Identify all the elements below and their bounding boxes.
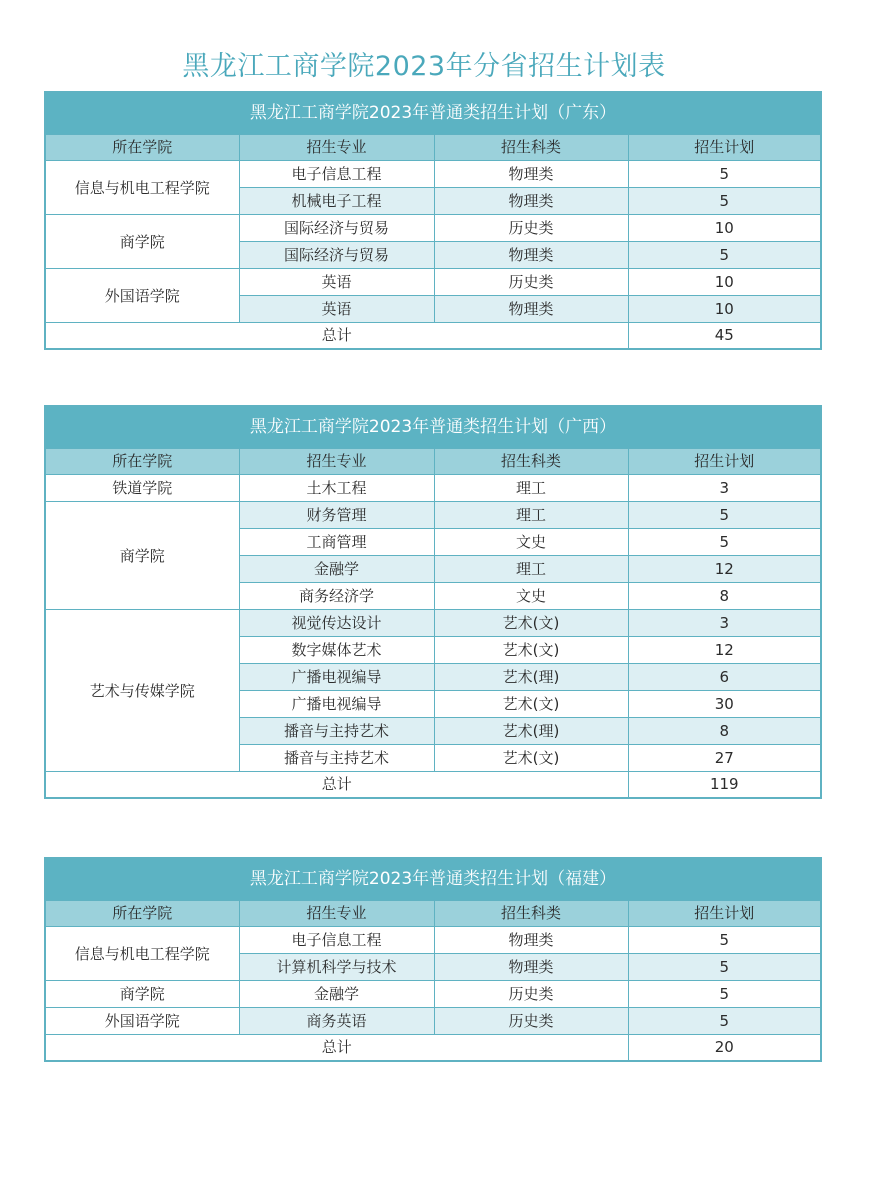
major-cell: 播音与主持艺术 (239, 745, 434, 772)
category-cell: 历史类 (434, 215, 628, 242)
column-header: 招生计划 (628, 135, 821, 161)
category-cell: 物理类 (434, 954, 628, 981)
table-total-row (45, 772, 821, 799)
college-cell: 外国语学院 (45, 269, 239, 323)
major-cell: 土木工程 (239, 475, 434, 502)
total-value: 119 (628, 772, 821, 799)
category-cell: 历史类 (434, 1008, 628, 1035)
table-header-row (45, 135, 821, 161)
category-cell: 文史 (434, 583, 628, 610)
plan-cell: 5 (628, 927, 821, 954)
table-header-row (45, 901, 821, 927)
column-header: 招生科类 (434, 449, 628, 475)
table-row (45, 269, 821, 296)
category-cell: 物理类 (434, 161, 628, 188)
college-cell: 商学院 (45, 215, 239, 269)
table-row (45, 502, 821, 529)
major-cell: 工商管理 (239, 529, 434, 556)
plan-cell: 5 (628, 529, 821, 556)
page-title: 黑龙江工商学院2023年分省招生计划表 (182, 51, 666, 82)
enrollment-table-guangdong (44, 91, 822, 350)
table-caption: 黑龙江工商学院2023年普通类招生计划（福建） (45, 858, 821, 901)
total-label: 总计 (45, 1035, 628, 1062)
table-row (45, 475, 821, 502)
column-header: 招生专业 (239, 901, 434, 927)
college-cell: 艺术与传媒学院 (45, 610, 239, 772)
column-header: 招生科类 (434, 135, 628, 161)
column-header: 所在学院 (45, 901, 239, 927)
plan-cell: 5 (628, 188, 821, 215)
category-cell: 艺术(理) (434, 664, 628, 691)
major-cell: 电子信息工程 (239, 161, 434, 188)
college-cell: 商学院 (45, 981, 239, 1008)
table-total-row (45, 323, 821, 350)
college-cell: 信息与机电工程学院 (45, 161, 239, 215)
plan-cell: 5 (628, 954, 821, 981)
college-cell: 外国语学院 (45, 1008, 239, 1035)
plan-cell: 5 (628, 1008, 821, 1035)
table-row (45, 1008, 821, 1035)
category-cell: 物理类 (434, 188, 628, 215)
category-cell: 物理类 (434, 927, 628, 954)
plan-cell: 5 (628, 161, 821, 188)
college-cell: 商学院 (45, 502, 239, 610)
plan-cell: 3 (628, 475, 821, 502)
major-cell: 广播电视编导 (239, 691, 434, 718)
plan-cell: 5 (628, 981, 821, 1008)
column-header: 所在学院 (45, 135, 239, 161)
category-cell: 艺术(文) (434, 691, 628, 718)
major-cell: 商务经济学 (239, 583, 434, 610)
plan-cell: 10 (628, 269, 821, 296)
table-caption: 黑龙江工商学院2023年普通类招生计划（广东） (45, 92, 821, 135)
plan-cell: 12 (628, 637, 821, 664)
table-caption-row (45, 92, 821, 135)
table-total-row (45, 1035, 821, 1062)
category-cell: 物理类 (434, 296, 628, 323)
major-cell: 数字媒体艺术 (239, 637, 434, 664)
category-cell: 理工 (434, 502, 628, 529)
plan-cell: 10 (628, 215, 821, 242)
enrollment-table-fujian (44, 857, 822, 1062)
column-header: 招生专业 (239, 449, 434, 475)
total-label: 总计 (45, 323, 628, 350)
plan-cell: 8 (628, 718, 821, 745)
category-cell: 文史 (434, 529, 628, 556)
total-label: 总计 (45, 772, 628, 799)
column-header: 招生计划 (628, 449, 821, 475)
major-cell: 电子信息工程 (239, 927, 434, 954)
total-value: 45 (628, 323, 821, 350)
column-header: 招生计划 (628, 901, 821, 927)
major-cell: 广播电视编导 (239, 664, 434, 691)
table-row (45, 981, 821, 1008)
column-header: 招生科类 (434, 901, 628, 927)
category-cell: 艺术(理) (434, 718, 628, 745)
major-cell: 金融学 (239, 981, 434, 1008)
major-cell: 财务管理 (239, 502, 434, 529)
column-header: 招生专业 (239, 135, 434, 161)
major-cell: 英语 (239, 269, 434, 296)
major-cell: 计算机科学与技术 (239, 954, 434, 981)
major-cell: 国际经济与贸易 (239, 242, 434, 269)
category-cell: 物理类 (434, 242, 628, 269)
plan-cell: 5 (628, 502, 821, 529)
major-cell: 国际经济与贸易 (239, 215, 434, 242)
table-caption: 黑龙江工商学院2023年普通类招生计划（广西） (45, 406, 821, 449)
major-cell: 商务英语 (239, 1008, 434, 1035)
column-header: 所在学院 (45, 449, 239, 475)
category-cell: 艺术(文) (434, 610, 628, 637)
category-cell: 历史类 (434, 269, 628, 296)
major-cell: 英语 (239, 296, 434, 323)
table-row (45, 927, 821, 954)
college-cell: 铁道学院 (45, 475, 239, 502)
major-cell: 播音与主持艺术 (239, 718, 434, 745)
plan-cell: 12 (628, 556, 821, 583)
table-header-row (45, 449, 821, 475)
category-cell: 历史类 (434, 981, 628, 1008)
enrollment-table-guangxi (44, 405, 822, 799)
major-cell: 机械电子工程 (239, 188, 434, 215)
plan-cell: 27 (628, 745, 821, 772)
plan-cell: 3 (628, 610, 821, 637)
major-cell: 金融学 (239, 556, 434, 583)
table-row (45, 610, 821, 637)
table-row (45, 161, 821, 188)
table-caption-row (45, 858, 821, 901)
plan-cell: 8 (628, 583, 821, 610)
total-value: 20 (628, 1035, 821, 1062)
plan-cell: 5 (628, 242, 821, 269)
plan-cell: 6 (628, 664, 821, 691)
category-cell: 理工 (434, 475, 628, 502)
major-cell: 视觉传达设计 (239, 610, 434, 637)
category-cell: 艺术(文) (434, 637, 628, 664)
college-cell: 信息与机电工程学院 (45, 927, 239, 981)
category-cell: 理工 (434, 556, 628, 583)
plan-cell: 10 (628, 296, 821, 323)
table-caption-row (45, 406, 821, 449)
plan-cell: 30 (628, 691, 821, 718)
table-row (45, 215, 821, 242)
category-cell: 艺术(文) (434, 745, 628, 772)
